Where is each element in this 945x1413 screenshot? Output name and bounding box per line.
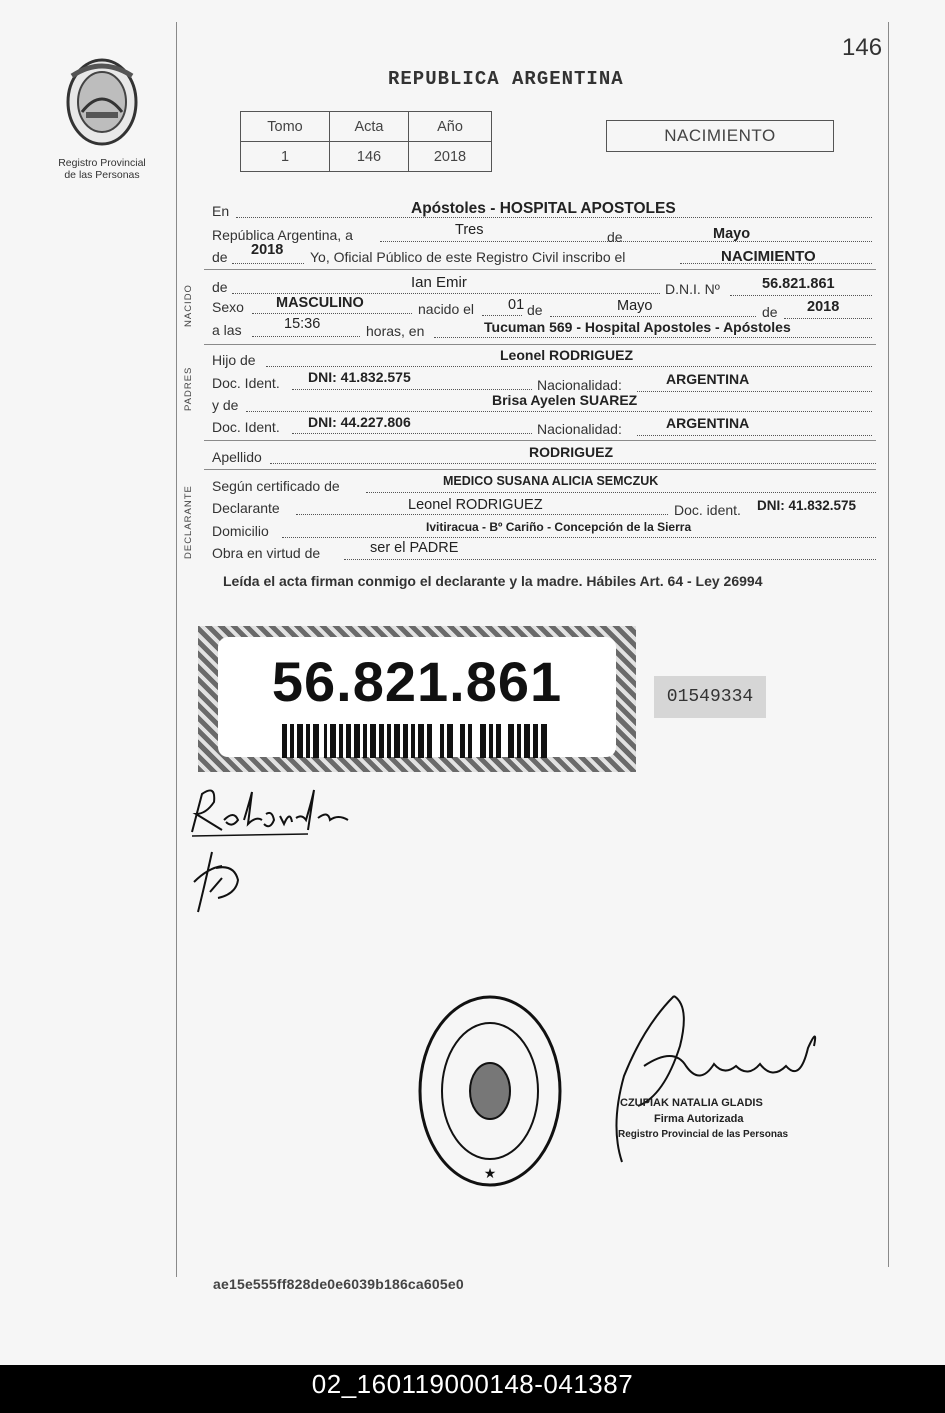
de-year-label: de (212, 249, 228, 265)
tomo-value: 1 (241, 142, 330, 172)
anio-value: 2018 (409, 142, 492, 172)
child-dni-value: 56.821.861 (762, 276, 835, 292)
section-divider (204, 469, 876, 470)
de-label: de (607, 229, 623, 245)
cert-value: MEDICO SUSANA ALICIA SEMCZUK (443, 474, 659, 488)
nacido-side-label: NACIDO (183, 284, 194, 327)
province-shield-icon (62, 56, 142, 148)
official-signature-icon (604, 986, 826, 1168)
father-nat-value: ARGENTINA (666, 371, 750, 387)
declarant-signature-icon (188, 780, 358, 842)
logo-caption-line1: Registro Provincial (58, 157, 146, 169)
declarante-doc-value: DNI: 41.832.575 (757, 498, 857, 513)
svg-text:★: ★ (483, 1165, 497, 1181)
mother-nac-label: Nacionalidad: (537, 421, 622, 437)
official-role: Firma Autorizada (654, 1113, 744, 1125)
declarante-side-label: DECLARANTE (183, 485, 194, 559)
father-doc-value: DNI: 41.832.575 (308, 369, 411, 385)
dni-number-card (198, 626, 636, 772)
day-word-value: Tres (455, 222, 484, 238)
mother-signature-icon (188, 848, 248, 916)
mother-doc-label: Doc. Ident. (212, 419, 280, 435)
birth-day-value: 01 (508, 297, 525, 313)
en-label: En (212, 203, 230, 219)
file-id-footer: 02_160119000148-041387 (0, 1365, 945, 1413)
closing-note: Leída el acta firman conmigo el declarante y la madre. Hábiles Art. 64 - Ley 26994 (223, 573, 763, 589)
de-label-3: de (762, 304, 778, 320)
sexo-value: MASCULINO (276, 295, 364, 311)
father-doc-label: Doc. Ident. (212, 375, 280, 391)
logo-caption-line2: de las Personas (64, 169, 140, 181)
section-divider (204, 440, 876, 441)
official-org: Registro Provincial de las Personas (618, 1129, 789, 1140)
inscribe-type-value: NACIMIENTO (721, 248, 816, 265)
y-de-label: y de (212, 397, 239, 413)
birth-year-value: 2018 (807, 299, 840, 315)
horas-label: horas, en (366, 323, 425, 339)
de-label-2: de (527, 302, 543, 318)
document-title: REPUBLICA ARGENTINA (388, 68, 624, 90)
mother-name-value: Brisa Ayelen SUAREZ (492, 392, 638, 408)
declarante-value: Leonel RODRIGUEZ (408, 497, 543, 513)
apellido-label: Apellido (212, 449, 262, 465)
birth-time-value: 15:36 (284, 316, 321, 332)
place-value: Apóstoles - HOSPITAL APOSTOLES (411, 200, 676, 217)
father-name-value: Leonel RODRIGUEZ (500, 347, 634, 363)
section-divider (204, 344, 876, 345)
section-divider (204, 269, 876, 270)
year-value: 2018 (251, 242, 284, 258)
republica-label: República Argentina, a (212, 227, 353, 243)
domicilio-label: Domicilio (212, 523, 269, 539)
page-number: 146 (842, 34, 883, 61)
province-logo (58, 56, 146, 181)
dni-label: D.N.I. Nº (665, 281, 720, 297)
obra-label: Obra en virtud de (212, 545, 321, 561)
acta-type-box: NACIMIENTO (606, 120, 834, 152)
tomo-header: Tomo (241, 112, 330, 142)
birth-address-value: Tucuman 569 - Hospital Apostoles - Apóstoles (484, 319, 791, 335)
right-margin-line (888, 22, 889, 1267)
padres-side-label: PADRES (183, 366, 194, 411)
doc-ident-label: Doc. ident. (674, 502, 741, 518)
obra-value: ser el PADRE (370, 540, 459, 556)
oficial-text: Yo, Oficial Público de este Registro Civil inscribo el (310, 249, 626, 265)
apellido-value: RODRIGUEZ (529, 444, 613, 460)
dotted-line (550, 302, 756, 317)
dotted-line (380, 227, 872, 242)
mother-nat-value: ARGENTINA (666, 415, 750, 431)
month-word-value: Mayo (713, 226, 751, 242)
left-margin-line (176, 22, 177, 1277)
barcode-icon (282, 724, 548, 758)
cert-label: Según certificado de (212, 478, 340, 494)
document-hash: ae15e555ff828de0e6039b186ca605e0 (213, 1276, 464, 1292)
anio-header: Año (409, 112, 492, 142)
acta-value: 146 (330, 142, 409, 172)
nacido-el-label: nacido el (418, 301, 475, 317)
registry-table (240, 111, 492, 172)
acta-header: Acta (330, 112, 409, 142)
mother-doc-value: DNI: 44.227.806 (308, 414, 411, 430)
child-name-value: Ian Emir (411, 274, 467, 291)
sexo-label: Sexo (212, 299, 244, 315)
hijo-de-label: Hijo de (212, 352, 256, 368)
control-number-box: 01549334 (654, 676, 766, 718)
domicilio-value: Ivitiracua - Bº Cariño - Concepción de la Sierra (426, 520, 692, 534)
official-name: CZUPIAK NATALIA GLADIS (620, 1097, 763, 1109)
alas-label: a las (212, 322, 242, 338)
registry-seal-icon (416, 992, 564, 1190)
dni-big-number: 56.821.861 (271, 650, 563, 713)
declarante-label: Declarante (212, 500, 280, 516)
birth-month-value: Mayo (617, 298, 653, 314)
father-nac-label: Nacionalidad: (537, 377, 622, 393)
dni-card-inner (218, 637, 616, 757)
nacido-de-label: de (212, 279, 228, 295)
